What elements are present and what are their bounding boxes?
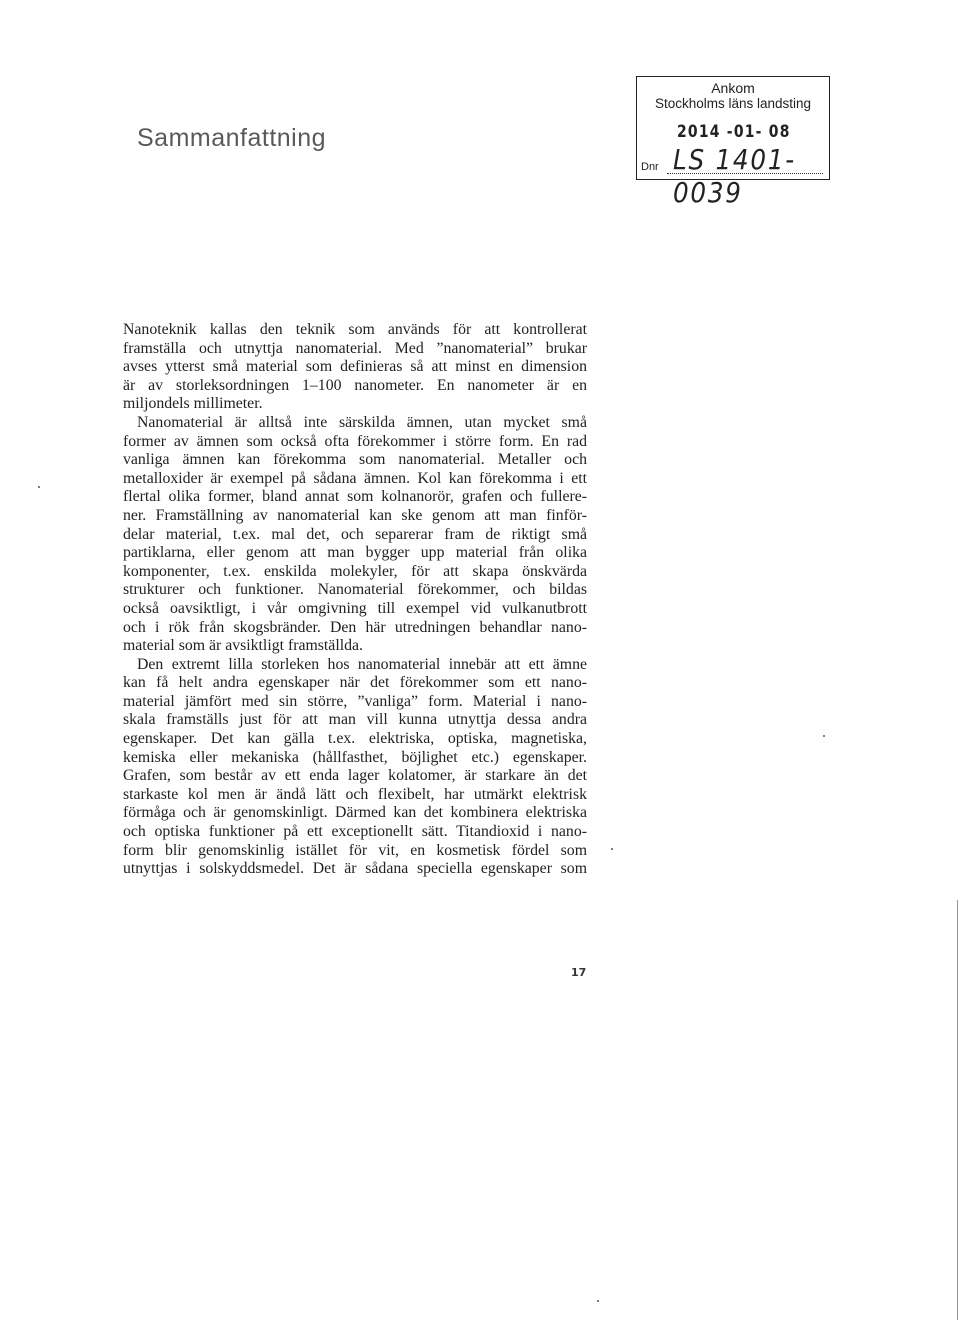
scan-speck [38, 486, 40, 488]
text-line: Grafen, som består av ett enda lager kolatomer, är starkare än det [123, 767, 587, 785]
text-line: vanliga ämnen kan förekomma som nanomaterial. Metaller och [123, 451, 587, 469]
text-line: strukturer och funktioner. Nanomaterial förekommer, och bildas [123, 581, 587, 599]
text-line: framställa och utnyttja nanomaterial. Med ”nanomaterial” brukar [123, 339, 587, 357]
text-line: miljondels millimeter. [123, 395, 263, 413]
stamp-received-label: Ankom [711, 80, 755, 96]
text-line: flertal olika former, bland annat som kolnanorör, grafen och fullere- [123, 488, 587, 506]
stamp-dnr-dotted-line [667, 173, 823, 174]
text-line: egenskaper. Det kan gälla t.ex. elektriska, optiska, magnetiska, [123, 730, 587, 748]
text-line: skala framställs just för att man vill kunna utnyttja dessa andra [123, 711, 587, 729]
text-line: material jämfört med sin större, ”vanliga” form. Material i nano- [123, 692, 587, 710]
stamp-organization: Stockholms läns landsting [654, 96, 812, 111]
received-stamp [636, 76, 830, 209]
text-line: utnyttjas i solskyddsmedel. Det är sådana speciella egenskaper som [123, 860, 587, 878]
text-line: komponenter, t.ex. enskilda molekyler, för att skapa önskvärda [123, 562, 587, 580]
paragraph-2 [123, 414, 587, 656]
text-line: och optiska funktioner på ett exceptionellt sätt. Titandioxid i nano- [123, 823, 587, 841]
text-line: ner. Framställning av nanomaterial kan ske genom att man finför- [123, 506, 587, 524]
text-line: partiklarna, eller genom att man bygger upp material från olika [123, 544, 587, 562]
page-title: Sammanfattning [137, 124, 327, 152]
text-line: avses ytterst små material som definieras så att minst en dimension [123, 358, 587, 376]
paragraph-3 [123, 656, 587, 879]
stamp-dnr-label: Dnr [641, 161, 659, 173]
text-line: metalloxider är exempel på sådana ämnen. Kol kan förekomma i ett [123, 469, 587, 487]
scan-edge-line [957, 900, 958, 1320]
text-line: och i rök från skogsbränder. Den här utredningen behandlar nano- [123, 618, 587, 636]
stamp-date: 2014 -01- 08 [677, 122, 791, 142]
text-line: kan få helt andra egenskaper när det förekommer som ett nano- [123, 674, 587, 692]
page-number: 17 [571, 966, 587, 979]
scan-speck [823, 735, 825, 737]
text-line: Nanomaterial är alltså inte särskilda ämnen, utan mycket små [137, 413, 587, 431]
text-line: starkaste kol men är ändå lätt och flexibelt, har utmärkt elektrisk [123, 785, 587, 803]
scan-speck [597, 1300, 599, 1302]
text-line: Den extremt lilla storleken hos nanomaterial innebär att ett ämne [137, 655, 587, 673]
text-line: delar material, t.ex. mal det, och separerar fram de riktigt små [123, 525, 587, 543]
text-line: material som är avsiktligt framställda. [123, 637, 363, 655]
text-line: förmåga och är genomskinligt. Därmed kan det kombinera elektriska [123, 804, 587, 822]
text-line: kemiska eller mekaniska (hållfasthet, böjlighet etc.) egenskaper. [123, 748, 587, 766]
text-line: är av storleksordningen 1–100 nanometer. En nanometer är en [123, 376, 587, 394]
scan-speck [611, 848, 613, 850]
text-line: också oavsiktligt, i vår omgivning till exempel vid vulkanutbrott [123, 599, 587, 617]
text-line: Nanoteknik kallas den teknik som används för att kontrollerat [123, 321, 587, 338]
stamp-dnr-value: LS 1401-0039 [673, 143, 796, 209]
text-line: form blir genomskinlig istället för vit, en kosmetisk fördel som [123, 841, 587, 859]
text-line: former av ämnen som också ofta förekommer i större form. En rad [123, 432, 587, 450]
paragraph-1 [123, 321, 587, 414]
summary-body [123, 321, 587, 879]
